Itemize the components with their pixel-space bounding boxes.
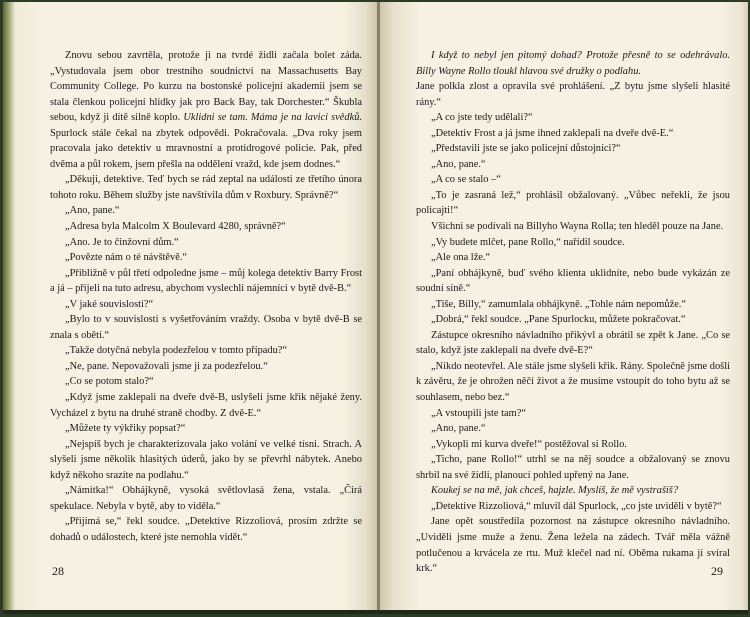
- paragraph: [416, 312, 730, 328]
- text-run: „Přibližně v půl třetí odpoledne jsme – můj kolega detektiv Barry Frost a já – přijeli na tuto adresu, abychom vyslechli nájemníci v bytě dvě-B.“: [50, 267, 362, 295]
- paragraph: [416, 79, 730, 110]
- text-run: „Povězte nám o té návštěvě.“: [65, 252, 188, 264]
- paragraph: [50, 483, 362, 514]
- text-run: „To je zasraná lež,“ prohlásil obžalovaný. „Vůbec neřekli, že jsou policajti!“: [416, 189, 730, 217]
- text-run: „Představili jste se jako policejní důstojníci?“: [431, 143, 621, 155]
- paragraph: [50, 343, 362, 359]
- text-run: „Námitka!“ Obhájkyně, vysoká světlovlasá žena, vstala. „Čirá spekulace. Nebyla v bytě, aby to viděla.“: [50, 485, 362, 512]
- text-run: „Paní obhájkyně, buď svého klienta uklidníte, nebo bude vykázán ze soudní síně.“: [416, 267, 730, 295]
- text-run: Zástupce okresního návladního přikývl a obrátil se zpět k Jane. „Co se stalo, když jste zaklepali na dveře dvě-E?“: [416, 329, 730, 357]
- paragraph: [50, 250, 362, 266]
- paragraph: [416, 437, 730, 453]
- text-run: „Ano, pane.“: [431, 158, 486, 170]
- paragraph: [416, 172, 730, 188]
- paragraph: [50, 297, 362, 313]
- text-run: „Vykopli mi kurva dveře!“ postěžoval si Rollo.: [431, 438, 627, 450]
- paragraph: [416, 297, 730, 313]
- text-run: „Ale ona lže.“: [431, 252, 491, 264]
- text-run: „Můžete ty výkřiky popsat?“: [65, 423, 186, 435]
- text-run: „Detektive Rizzoliová,“ mluvil dál Spurlock, „co jste uviděli v bytě?“: [431, 500, 722, 512]
- paragraph: [416, 48, 730, 79]
- paragraph: [50, 172, 362, 203]
- paragraph: [50, 421, 362, 437]
- text-run: „Děkuji, detektive. Teď bych se rád zeptal na události ze třetího února tohoto roku. Během služby jste navštívila dům v Roxbury. Správně?“: [50, 174, 362, 201]
- paragraph: [416, 266, 730, 297]
- page-number-right: 29: [711, 564, 723, 578]
- paragraph: [50, 312, 362, 343]
- text-run: „A co jste tedy udělali?“: [431, 112, 533, 124]
- text-run: Spurlock stále čekal na zbytek odpovědi. Pokračovala. „Dva roky jsem pracovala jako detektiv u mravnostní a protidrogové policie. Pak, před dvěma a půl rokem, jsem přešla na oddělení vražd, kde jsem dodnes.“: [50, 127, 362, 170]
- left-page: [3, 2, 377, 610]
- paragraph: [50, 235, 362, 251]
- paragraph: [50, 219, 362, 235]
- text-run: „Vy budete mlčet, pane Rollo,“ nařídil soudce.: [431, 236, 625, 248]
- text-run: „Přijímá se,“ řekl soudce. „Detektive Rizzoliová, prosím zdržte se dohadů o událostech, které jste nemohla vidět.“: [50, 516, 362, 543]
- paragraph: [416, 514, 730, 576]
- italic-text: I když to nebyl jen pitomý dohad? Protože přesně to se odehrávalo. Billy Wayne Rollo tloukl hlavou své družky o podlahu.: [416, 50, 730, 77]
- text-run: „A vstoupili jste tam?“: [431, 407, 526, 419]
- text-run: „Nikdo neotevřel. Ale stále jsme slyšeli křik. Rány. Společně jsme došli k závěru, že je ohrožen něčí život a že musíme vstoupit do toho bytu až se souhlasem, nebo bez.“: [416, 360, 730, 404]
- text-run: „Detektiv Frost a já jsme ihned zaklepali na dveře dvě-E.“: [431, 127, 674, 139]
- paragraph: [50, 203, 362, 219]
- text-run: „Ano, pane.“: [65, 205, 120, 217]
- text-run: Všichni se podívali na Billyho Wayna Rolla; ten hleděl pouze na Jane.: [431, 221, 724, 233]
- paragraph: [416, 219, 730, 235]
- left-page-text: [50, 48, 362, 546]
- text-run: „Dobrá,“ řekl soudce. „Pane Spurlocku, můžete pokračovat.“: [431, 314, 686, 326]
- italic-text: Koukej se na mě, jak chceš, hajzle. Myslíš, že mě vystrašíš?: [431, 485, 679, 497]
- paragraph: [50, 437, 362, 484]
- paragraph: [416, 250, 730, 266]
- text-run: „A co se stalo –“: [431, 174, 501, 186]
- italic-text: Uklidni se tam. Máma je na lavici svědků.: [183, 112, 362, 124]
- paragraph: [416, 421, 730, 437]
- text-run: „Ano, pane.“: [431, 423, 486, 435]
- paragraph: [416, 499, 730, 515]
- text-run: „Adresa byla Malcolm X Boulevard 4280, správně?“: [65, 221, 286, 233]
- paragraph: [50, 514, 362, 545]
- text-run: „Takže dotyčná nebyla podezřelou v tomto případu?“: [65, 345, 288, 357]
- paragraph: [416, 126, 730, 142]
- book-spread: [3, 2, 748, 614]
- text-run: „Když jsme zaklepali na dveře dvě-B, uslyšeli jsme křik nějaké ženy. Vycházel z bytu na druhé straně chodby. Z dvě-E.“: [50, 392, 362, 419]
- right-page: [380, 2, 748, 610]
- paragraph: [50, 48, 362, 172]
- paragraph: [416, 188, 730, 219]
- paragraph: [416, 157, 730, 173]
- text-run: „Ano. Je to činžovní dům.“: [65, 236, 179, 248]
- paragraph: [50, 359, 362, 375]
- text-run: „Bylo to v souvislosti s vyšetřováním vraždy. Osoba v bytě dvě-B se znala s obětí.“: [50, 314, 362, 341]
- text-run: „Nejspíš bych je charakterizovala jako volání ve velké tísni. Strach. A slyšeli jsme několik hlasitých úderů, jako by se převrhl nábytek. Anebo když někoho srazíte na podlahu.“: [50, 438, 362, 481]
- paragraph: [416, 141, 730, 157]
- text-run: „Ticho, pane Rollo!“ utrhl se na něj soudce a obžalovaný se znovu shrbil na své židli, planoucí pohled upřený na Jane.: [416, 454, 730, 481]
- text-run: Jane opět soustředila pozornost na zástupce okresního návladního. „Uviděli jsme muže a ženu. Žena ležela na zádech. Tvář měla vážně potlučenou a krvácela ze rtu. Muž klečel nad ní. Oběma rukama jí svíral krk.“: [416, 516, 730, 575]
- right-page-text: [416, 48, 730, 577]
- paragraph: [416, 406, 730, 422]
- text-run: Jane polkla zlost a opravila své prohlášení. „Z bytu jsme slyšeli hlasité rány.“: [416, 81, 730, 108]
- page-number-left: 28: [52, 564, 64, 578]
- text-run: „V jaké souvislosti?“: [65, 298, 154, 310]
- text-run: „Co se potom stalo?“: [65, 376, 154, 388]
- paragraph: [416, 110, 730, 126]
- text-run: „Ne, pane. Nepovažovali jsme ji za podezřelou.“: [65, 360, 268, 372]
- paragraph: [416, 359, 730, 406]
- paragraph: [50, 390, 362, 421]
- paragraph: [416, 235, 730, 251]
- text-run: Znovu sebou zavrtěla, protože ji na tvrdé židli začala bolet záda. „Vystudovala jsem obor trestního soudnictví na Massachusetts Bay Community College. Po kurzu na bostonské policejní akademii jsem se stala členkou policejní hlídky jak pro Back Bay, tak Dorchester.“ Škubla sebou, když ji dítě silně koplo.: [50, 50, 362, 124]
- paragraph: [416, 328, 730, 359]
- paragraph: [416, 483, 730, 499]
- paragraph: [50, 266, 362, 297]
- paragraph: [416, 452, 730, 483]
- paragraph: [50, 374, 362, 390]
- text-run: „Tiše, Billy,“ zamumlala obhájkyně. „Tohle nám nepomůže.“: [431, 298, 687, 310]
